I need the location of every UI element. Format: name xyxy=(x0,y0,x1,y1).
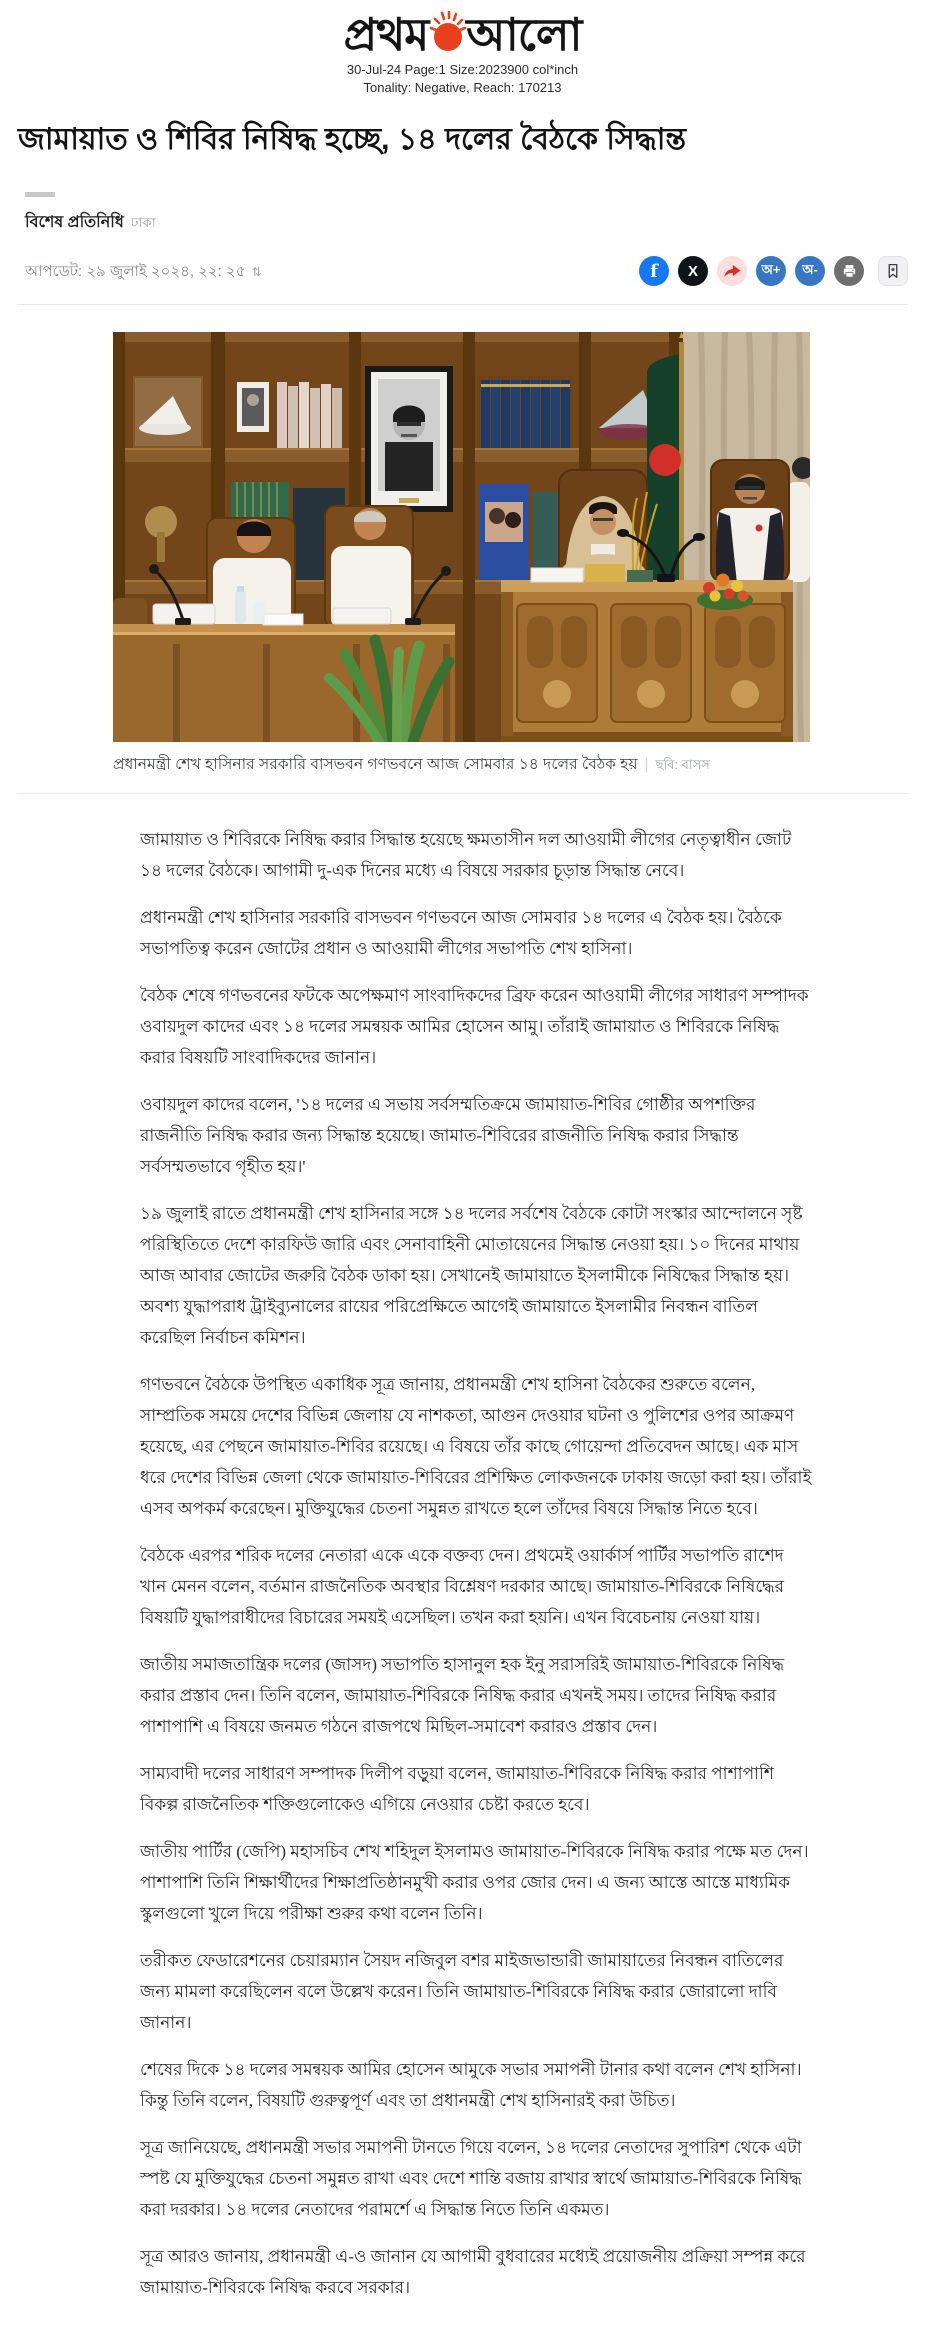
author-name: বিশেষ প্রতিনিধি xyxy=(25,214,124,232)
paragraph: সূত্র জানিয়েছে, প্রধানমন্ত্রী সভার সমাপনী টানতে গিয়ে বলেন, ১৪ দলের নেতাদের সুপারিশ থেকে এটা স্পষ্ট যে মুক্তিযুদ্ধের চেতনা সমুন্নত রাখা এবং দেশে শান্তি বজায় রাখার স্বার্থে জামায়াত-শিবিরকে নিষিদ্ধ করা দরকার। ১৪ দলের নেতাদের পরামর্শে এ সিদ্ধান্ত নিতে তিনি একমত। xyxy=(140,2137,802,2219)
paragraph: সাম্যবাদী দলের সাধারণ সম্পাদক দিলীপ বড়ুয়া বলেন, জামায়াত-শিবিরকে নিষিদ্ধ করার পাশাপাশি বিকল্প রাজনৈতিক শক্তিগুলোকেও এগিয়ে নেওয়ার চেষ্টা করতে হবে। xyxy=(140,1763,774,1814)
x-icon: X xyxy=(687,262,698,280)
logo-word-left: প্রথম xyxy=(343,8,429,61)
photo-caption-text: প্রধানমন্ত্রী শেখ হাসিনার সরকারি বাসভবন গণভবনে আজ সোমবার ১৪ দলের বৈঠক হয় xyxy=(113,756,638,774)
paragraph: জামায়াত ও শিবিরকে নিষিদ্ধ করার সিদ্ধান্ত হয়েছে ক্ষমতাসীন দল আওয়ামী লীগের নেতৃত্বাধীন জোট ১৪ দলের বৈঠকে। আগামী দু-এক দিনের মধ্যে এ বিষয়ে সরকার চূড়ান্ত সিদ্ধান্ত নেবে। xyxy=(140,829,792,880)
byline-block xyxy=(25,192,900,288)
facebook-icon: f xyxy=(650,260,658,282)
paragraph: বৈঠক শেষে গণভবনের ফটকে অপেক্ষমাণ সাংবাদিকদের ব্রিফ করেন আওয়ামী লীগের সাধারণ সম্পাদক ওবায়দুল কাদের এবং ১৪ দলের সমন্বয়ক আমির হোসেন আমু। তাঁরাই জামায়াত ও শিবিরকে নিষিদ্ধ করার বিষয়টি সাংবাদিকদের জানান। xyxy=(140,985,809,1067)
paragraph: শেষের দিকে ১৪ দলের সমন্বয়ক আমির হোসেন আমুকে সভার সমাপনী টানার কথা বলেন শেখ হাসিনা। কিন্তু তিনি বলেন, বিষয়টি গুরুত্বপূর্ণ এবং তা প্রধানমন্ত্রী শেখ হাসিনারই করা উচিত। xyxy=(140,2059,802,2110)
social-toolbar xyxy=(639,256,908,286)
bookmark-button[interactable] xyxy=(878,256,908,286)
font-increase-icon: অ+ xyxy=(761,261,781,277)
font-decrease-icon: অ- xyxy=(802,261,818,277)
paragraph: তরীকত ফেডারেশনের চেয়ারম্যান সৈয়দ নজিবুল বশর মাইজভান্ডারী জামায়াতের নিবন্ধন বাতিলের জন্য মামলা করেছিলেন বলে উল্লেখ করেন। তিনি জামায়াত-শিবিরকে নিষিদ্ধ করার জোরালো দাবি জানান। xyxy=(140,1950,784,2032)
paragraph: জাতীয় পার্টির (জেপি) মহাসচিব শেখ শহিদুল ইসলামও জামায়াত-শিবিরকে নিষিদ্ধ করার পক্ষে মত দেন। পাশাপাশি তিনি শিক্ষার্থীদের শিক্ষাপ্রতিষ্ঠানমুখী করার ওপর জোর দেন। এ জন্য আস্তে আস্তে মাধ্যমিক স্কুলগুলো খুলে দিয়ে পরীক্ষা শুরুর কথা বলেন তিনি। xyxy=(140,1841,809,1923)
photo-credit: ছবি: বাসস xyxy=(655,757,710,773)
divider-top xyxy=(17,304,908,305)
share-button[interactable] xyxy=(717,256,747,286)
author-location: ঢাকা xyxy=(130,215,156,231)
caption-separator: | xyxy=(644,756,649,774)
sun-icon xyxy=(426,11,468,58)
paragraph: ওবায়দুল কাদের বলেন, '১৪ দলের এ সভায় সর্বসম্মতিক্রমে জামায়াত-শিবির গোষ্ঠীর অপশক্তির রাজনীতি নিষিদ্ধ করার জন্য সিদ্ধান্ত হয়েছে। জামাত-শিবিরের রাজনীতি নিষিদ্ধ করার সিদ্ধান্ত সর্বসম্মতভাবে গৃহীত হয়।' xyxy=(140,1094,756,1176)
obaidul-quader-figure xyxy=(711,460,789,584)
clipping-meta-line2: Tonality: Negative, Reach: 170213 xyxy=(363,80,562,96)
mujib-portrait xyxy=(365,366,453,512)
paragraph: বৈঠকে এরপর শরিক দলের নেতারা একে একে বক্তব্য দেন। প্রথমেই ওয়ার্কার্স পার্টির সভাপতি রাশেদ খান মেনন বলেন, বর্তমান রাজনৈতিক অবস্থার বিশ্লেষণ দরকার আছে। জামায়াত-শিবিরকে নিষিদ্ধের বিষয়টি যুদ্ধাপরাধীদের বিচারের সময়ই এসেছিল। তখন করা হয়নি। এখন বিবেচনায় নেওয়া যায়। xyxy=(140,1545,784,1627)
article-figure xyxy=(113,332,810,776)
logo-word-right: আলো xyxy=(466,8,582,61)
byline xyxy=(25,209,900,236)
updated-timestamp: আপডেট: ২৯ জুলাই ২০২৪, ২২: ২৫ xyxy=(25,262,246,280)
bookmark-icon xyxy=(884,262,902,280)
update-sort-icon: ⇅ xyxy=(251,265,262,280)
paragraph: প্রধানমন্ত্রী শেখ হাসিনার সরকারি বাসভবন গণভবনে আজ সোমবার ১৪ দলের এ বৈঠক হয়। বৈঠকে সভাপতিত্ব করেন জোটের প্রধান ও আওয়ামী লীগের সভাপতি শেখ হাসিনা। xyxy=(140,907,782,958)
paragraph: ১৯ জুলাই রাতে প্রধানমন্ত্রী শেখ হাসিনার সঙ্গে ১৪ দলের সর্বশেষ বৈঠকে কোটা সংস্কার আন্দোলনে সৃষ্ট পরিস্থিতিতে দেশে কারফিউ জারি এবং সেনাবাহিনী মোতায়েনের সিদ্ধান্ত নেওয়া হয়। ১০ দিনের মাথায় আজ আবার জোটের জরুরি বৈঠক ডাকা হয়। সেখানেই জামায়াতে ইসলামীকে নিষিদ্ধের সিদ্ধান্ত হয়। অবশ্য যুদ্ধাপরাধ ট্রাইব্যুনালের রায়ের পরিপ্রেক্ষিতে আগেই জামায়াতে ইসলামীর নিবন্ধন বাতিল করেছিল নির্বাচন কমিশন। xyxy=(140,1203,803,1347)
divider-below-photo xyxy=(17,793,908,794)
printer-icon xyxy=(841,263,858,280)
photo-caption xyxy=(113,753,810,776)
facebook-share-button[interactable] xyxy=(639,256,669,286)
paragraph: সূত্র আরও জানায়, প্রধানমন্ত্রী এ-ও জানান যে আগামী বুধবারের মধ্যেই প্রয়োজনীয় প্রক্রিয়া সম্পন্ন করে জামায়াত-শিবিরকে নিষিদ্ধ করবে সরকার। xyxy=(140,2246,806,2297)
print-button[interactable] xyxy=(834,256,864,286)
article-body xyxy=(140,824,813,2303)
update-row xyxy=(25,256,900,288)
clipping-meta-line1: 30-Jul-24 Page:1 Size:2023900 col*inch xyxy=(346,61,579,77)
font-increase-button[interactable] xyxy=(756,256,786,286)
font-decrease-button[interactable] xyxy=(795,256,825,286)
x-share-button[interactable] xyxy=(678,256,708,286)
masthead xyxy=(0,0,925,97)
prothom-alo-logo[interactable] xyxy=(344,10,582,60)
article-photo xyxy=(113,332,810,742)
kicker-bar xyxy=(25,192,55,197)
paragraph: জাতীয় সমাজতান্ত্রিক দলের (জাসদ) সভাপতি হাসানুল হক ইনু সরাসরিই জামায়াত-শিবিরকে নিষিদ্ধ করার প্রস্তাব দেন। তিনি বলেন, জামায়াত-শিবিরকে নিষিদ্ধ করার এখনই সময়। তাদের নিষিদ্ধ করার পাশাপাশি এ বিষয়ে জনমত গঠনে রাজপথে মিছিল-সমাবেশ করারও প্রস্তাব দেন। xyxy=(140,1654,785,1736)
share-arrow-icon xyxy=(722,261,742,281)
headline: জামায়াত ও শিবির নিষিদ্ধ হচ্ছে, ১৪ দলের বৈঠকে সিদ্ধান্ত xyxy=(18,123,687,157)
paragraph: গণভবনে বৈঠকে উপস্থিত একাধিক সূত্র জানায়, প্রধানমন্ত্রী শেখ হাসিনা বৈঠকের শুরুতে বলেন, সাম্প্রতিক সময়ে দেশের বিভিন্ন জেলায় যে নাশকতা, আগুন দেওয়ার ঘটনা ও পুলিশের ওপর আক্রমণ হয়েছে, এর পেছনে জামায়াত-শিবির রয়েছে। এ বিষয়ে তাঁর কাছে গোয়েন্দা প্রতিবেদন আছে। এক মাস ধরে দেশের বিভিন্ন জেলা থেকে জামায়াত-শিবিরের প্রশিক্ষিত লোকজনকে ঢাকায় জড়ো করা হয়। তাঁরাই এসব অপকর্ম করেছেন। মুক্তিযুদ্ধের চেতনা সমুন্নত রাখতে হলে তাঁদের বিষয়ে সিদ্ধান্ত নিতে হবে। xyxy=(140,1374,812,1518)
delegate-left-1 xyxy=(207,518,295,630)
